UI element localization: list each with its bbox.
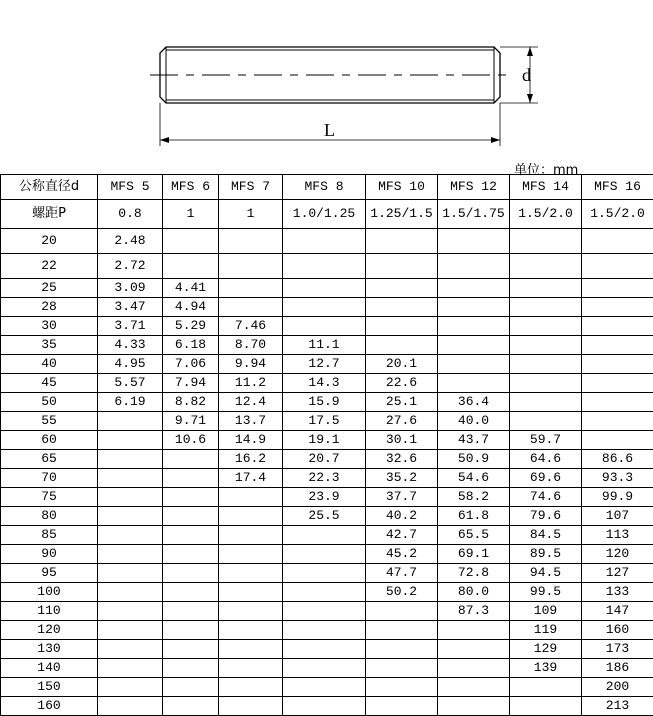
value-cell: 43.7	[438, 431, 510, 450]
pitch-cell: 1.25/1.5	[366, 200, 438, 229]
value-cell: 2.48	[98, 229, 163, 254]
value-cell: 79.6	[510, 507, 582, 526]
value-cell	[163, 659, 219, 678]
table-row	[1, 431, 653, 450]
pitch-cell: 1.5/2.0	[510, 200, 582, 229]
unit-label: 单位：mm	[514, 163, 579, 178]
value-cell: 200	[582, 678, 653, 697]
value-cell: 160	[582, 621, 653, 640]
diameter-cell: 45	[1, 374, 98, 393]
value-cell	[438, 279, 510, 298]
value-cell	[510, 374, 582, 393]
value-cell: 37.7	[366, 488, 438, 507]
value-cell: 9.71	[163, 412, 219, 431]
value-cell	[283, 254, 366, 279]
value-cell	[163, 507, 219, 526]
diameter-cell: 90	[1, 545, 98, 564]
value-cell	[438, 659, 510, 678]
table-row	[1, 507, 653, 526]
value-cell: 11.2	[219, 374, 283, 393]
pitch-cell: 1.0/1.25	[283, 200, 366, 229]
value-cell	[219, 488, 283, 507]
value-cell	[219, 583, 283, 602]
value-cell	[163, 583, 219, 602]
value-cell	[98, 659, 163, 678]
pitch-cell: 1	[219, 200, 283, 229]
value-cell	[219, 678, 283, 697]
value-cell: 6.19	[98, 393, 163, 412]
value-cell: 50.9	[438, 450, 510, 469]
value-cell: 12.4	[219, 393, 283, 412]
diameter-label: d	[522, 65, 531, 85]
header-row	[1, 175, 653, 200]
value-cell: 139	[510, 659, 582, 678]
diameter-cell: 30	[1, 317, 98, 336]
diameter-cell: 110	[1, 602, 98, 621]
value-cell: 17.5	[283, 412, 366, 431]
value-cell	[510, 229, 582, 254]
value-cell	[366, 640, 438, 659]
value-cell	[283, 697, 366, 716]
value-cell: 94.5	[510, 564, 582, 583]
value-cell	[438, 317, 510, 336]
column-header: MFS 5	[98, 175, 163, 200]
value-cell	[582, 336, 653, 355]
value-cell	[438, 336, 510, 355]
value-cell: 61.8	[438, 507, 510, 526]
table-row	[1, 659, 653, 678]
value-cell	[98, 640, 163, 659]
value-cell	[163, 602, 219, 621]
value-cell: 8.82	[163, 393, 219, 412]
value-cell	[219, 640, 283, 659]
value-cell: 3.71	[98, 317, 163, 336]
table-row	[1, 450, 653, 469]
value-cell	[98, 564, 163, 583]
value-cell: 16.2	[219, 450, 283, 469]
value-cell	[582, 279, 653, 298]
value-cell: 133	[582, 583, 653, 602]
table-row	[1, 526, 653, 545]
table-row	[1, 583, 653, 602]
value-cell	[219, 279, 283, 298]
length-label: L	[324, 120, 335, 140]
value-cell	[163, 526, 219, 545]
value-cell: 25.1	[366, 393, 438, 412]
value-cell: 74.6	[510, 488, 582, 507]
column-header: MFS 6	[163, 175, 219, 200]
set-screw-drawing	[0, 0, 653, 174]
pitch-header: 螺距P	[1, 200, 98, 229]
value-cell	[163, 697, 219, 716]
value-cell: 32.6	[366, 450, 438, 469]
value-cell	[98, 488, 163, 507]
value-cell: 8.70	[219, 336, 283, 355]
value-cell	[438, 254, 510, 279]
pitch-row	[1, 200, 653, 229]
value-cell	[366, 697, 438, 716]
value-cell: 19.1	[283, 431, 366, 450]
value-cell	[219, 229, 283, 254]
value-cell: 69.1	[438, 545, 510, 564]
table-row	[1, 697, 653, 716]
value-cell: 4.94	[163, 298, 219, 317]
value-cell	[582, 393, 653, 412]
dimension-table	[0, 174, 653, 716]
value-cell	[582, 431, 653, 450]
value-cell	[219, 526, 283, 545]
diameter-cell: 70	[1, 469, 98, 488]
column-header: MFS 7	[219, 175, 283, 200]
value-cell: 120	[582, 545, 653, 564]
value-cell: 65.5	[438, 526, 510, 545]
value-cell: 72.8	[438, 564, 510, 583]
value-cell	[219, 697, 283, 716]
value-cell: 17.4	[219, 469, 283, 488]
value-cell	[283, 659, 366, 678]
value-cell	[219, 659, 283, 678]
value-cell	[219, 602, 283, 621]
diameter-cell: 150	[1, 678, 98, 697]
value-cell	[219, 298, 283, 317]
value-cell: 13.7	[219, 412, 283, 431]
value-cell: 7.94	[163, 374, 219, 393]
value-cell: 36.4	[438, 393, 510, 412]
value-cell	[163, 469, 219, 488]
value-cell	[283, 583, 366, 602]
value-cell: 40.2	[366, 507, 438, 526]
value-cell	[510, 355, 582, 374]
value-cell	[98, 412, 163, 431]
value-cell	[510, 412, 582, 431]
value-cell: 7.46	[219, 317, 283, 336]
value-cell	[438, 697, 510, 716]
column-header: MFS 8	[283, 175, 366, 200]
value-cell	[283, 602, 366, 621]
diameter-cell: 20	[1, 229, 98, 254]
value-cell	[366, 229, 438, 254]
table-row	[1, 355, 653, 374]
table-row	[1, 678, 653, 697]
value-cell: 4.95	[98, 355, 163, 374]
value-cell	[98, 583, 163, 602]
value-cell	[163, 545, 219, 564]
value-cell	[219, 621, 283, 640]
value-cell: 147	[582, 602, 653, 621]
value-cell	[283, 640, 366, 659]
table-row	[1, 621, 653, 640]
column-header: MFS 12	[438, 175, 510, 200]
value-cell: 80.0	[438, 583, 510, 602]
table-row	[1, 545, 653, 564]
value-cell: 14.9	[219, 431, 283, 450]
value-cell: 45.2	[366, 545, 438, 564]
value-cell	[438, 355, 510, 374]
value-cell: 89.5	[510, 545, 582, 564]
table-row	[1, 469, 653, 488]
value-cell	[582, 254, 653, 279]
diameter-cell: 25	[1, 279, 98, 298]
value-cell	[510, 279, 582, 298]
value-cell	[283, 317, 366, 336]
value-cell	[163, 678, 219, 697]
value-cell: 87.3	[438, 602, 510, 621]
value-cell	[366, 317, 438, 336]
value-cell	[510, 336, 582, 355]
value-cell: 113	[582, 526, 653, 545]
value-cell: 14.3	[283, 374, 366, 393]
value-cell: 6.18	[163, 336, 219, 355]
value-cell	[438, 621, 510, 640]
diameter-cell: 95	[1, 564, 98, 583]
table-row	[1, 317, 653, 336]
value-cell	[366, 621, 438, 640]
pitch-cell: 1.5/1.75	[438, 200, 510, 229]
diameter-cell: 140	[1, 659, 98, 678]
value-cell: 213	[582, 697, 653, 716]
table-row	[1, 254, 653, 279]
diameter-cell: 130	[1, 640, 98, 659]
value-cell: 40.0	[438, 412, 510, 431]
diameter-cell: 75	[1, 488, 98, 507]
value-cell: 10.6	[163, 431, 219, 450]
value-cell	[582, 298, 653, 317]
table-row	[1, 640, 653, 659]
value-cell	[582, 355, 653, 374]
value-cell	[283, 229, 366, 254]
value-cell: 4.41	[163, 279, 219, 298]
value-cell: 22.6	[366, 374, 438, 393]
value-cell: 12.7	[283, 355, 366, 374]
diameter-cell: 65	[1, 450, 98, 469]
table-row	[1, 488, 653, 507]
value-cell	[438, 298, 510, 317]
diameter-cell: 22	[1, 254, 98, 279]
value-cell: 3.09	[98, 279, 163, 298]
pitch-cell: 0.8	[98, 200, 163, 229]
table-row	[1, 298, 653, 317]
value-cell	[219, 564, 283, 583]
value-cell	[219, 254, 283, 279]
value-cell	[283, 564, 366, 583]
value-cell: 50.2	[366, 583, 438, 602]
table-row	[1, 393, 653, 412]
table-row	[1, 279, 653, 298]
value-cell	[582, 229, 653, 254]
table-row	[1, 374, 653, 393]
value-cell	[163, 488, 219, 507]
value-cell	[438, 678, 510, 697]
value-cell	[283, 298, 366, 317]
value-cell: 58.2	[438, 488, 510, 507]
diameter-cell: 35	[1, 336, 98, 355]
value-cell	[219, 545, 283, 564]
table-row	[1, 229, 653, 254]
diameter-cell: 100	[1, 583, 98, 602]
value-cell: 42.7	[366, 526, 438, 545]
diameter-cell: 160	[1, 697, 98, 716]
value-cell: 5.29	[163, 317, 219, 336]
value-cell: 5.57	[98, 374, 163, 393]
value-cell	[510, 254, 582, 279]
value-cell: 107	[582, 507, 653, 526]
value-cell	[98, 678, 163, 697]
diameter-cell: 60	[1, 431, 98, 450]
table-row	[1, 602, 653, 621]
column-header: MFS 14	[510, 175, 582, 200]
value-cell: 93.3	[582, 469, 653, 488]
diameter-cell: 80	[1, 507, 98, 526]
value-cell	[98, 431, 163, 450]
value-cell	[438, 229, 510, 254]
value-cell: 11.1	[283, 336, 366, 355]
value-cell	[163, 621, 219, 640]
value-cell	[582, 412, 653, 431]
diameter-cell: 55	[1, 412, 98, 431]
value-cell	[366, 298, 438, 317]
value-cell	[510, 697, 582, 716]
value-cell	[98, 450, 163, 469]
nominal-diameter-header: 公称直径d	[1, 175, 98, 200]
value-cell: 59.7	[510, 431, 582, 450]
value-cell: 23.9	[283, 488, 366, 507]
value-cell: 47.7	[366, 564, 438, 583]
value-cell	[283, 621, 366, 640]
value-cell: 2.72	[98, 254, 163, 279]
diameter-cell: 28	[1, 298, 98, 317]
value-cell: 27.6	[366, 412, 438, 431]
value-cell: 9.94	[219, 355, 283, 374]
value-cell	[98, 697, 163, 716]
value-cell: 127	[582, 564, 653, 583]
table-row	[1, 412, 653, 431]
value-cell	[219, 507, 283, 526]
value-cell: 109	[510, 602, 582, 621]
value-cell: 99.5	[510, 583, 582, 602]
value-cell	[98, 545, 163, 564]
value-cell	[366, 678, 438, 697]
value-cell: 173	[582, 640, 653, 659]
value-cell: 64.6	[510, 450, 582, 469]
pitch-cell: 1.5/2.0	[582, 200, 653, 229]
value-cell	[510, 393, 582, 412]
value-cell	[163, 640, 219, 659]
value-cell	[283, 545, 366, 564]
value-cell: 30.1	[366, 431, 438, 450]
value-cell	[163, 229, 219, 254]
value-cell	[438, 640, 510, 659]
value-cell	[283, 526, 366, 545]
diameter-cell: 120	[1, 621, 98, 640]
value-cell: 3.47	[98, 298, 163, 317]
value-cell	[98, 602, 163, 621]
column-header: MFS 16	[582, 175, 653, 200]
value-cell: 20.1	[366, 355, 438, 374]
value-cell	[582, 317, 653, 336]
value-cell	[98, 621, 163, 640]
diameter-cell: 40	[1, 355, 98, 374]
value-cell	[283, 678, 366, 697]
value-cell: 7.06	[163, 355, 219, 374]
value-cell	[98, 507, 163, 526]
value-cell: 4.33	[98, 336, 163, 355]
value-cell	[98, 526, 163, 545]
value-cell	[283, 279, 366, 298]
value-cell	[510, 298, 582, 317]
value-cell: 15.9	[283, 393, 366, 412]
value-cell: 22.3	[283, 469, 366, 488]
value-cell: 69.6	[510, 469, 582, 488]
value-cell	[582, 374, 653, 393]
value-cell: 35.2	[366, 469, 438, 488]
diameter-cell: 85	[1, 526, 98, 545]
value-cell	[163, 564, 219, 583]
value-cell: 25.5	[283, 507, 366, 526]
value-cell: 54.6	[438, 469, 510, 488]
value-cell: 119	[510, 621, 582, 640]
value-cell	[438, 374, 510, 393]
value-cell: 129	[510, 640, 582, 659]
column-header: MFS 10	[366, 175, 438, 200]
diameter-cell: 50	[1, 393, 98, 412]
value-cell: 186	[582, 659, 653, 678]
value-cell: 20.7	[283, 450, 366, 469]
value-cell	[366, 254, 438, 279]
value-cell	[510, 317, 582, 336]
value-cell	[366, 279, 438, 298]
value-cell	[366, 602, 438, 621]
value-cell	[366, 659, 438, 678]
table-row	[1, 336, 653, 355]
table-row	[1, 564, 653, 583]
value-cell	[366, 336, 438, 355]
value-cell: 86.6	[582, 450, 653, 469]
value-cell	[510, 678, 582, 697]
value-cell	[98, 469, 163, 488]
value-cell: 99.9	[582, 488, 653, 507]
value-cell	[163, 254, 219, 279]
pitch-cell: 1	[163, 200, 219, 229]
value-cell: 84.5	[510, 526, 582, 545]
value-cell	[163, 450, 219, 469]
